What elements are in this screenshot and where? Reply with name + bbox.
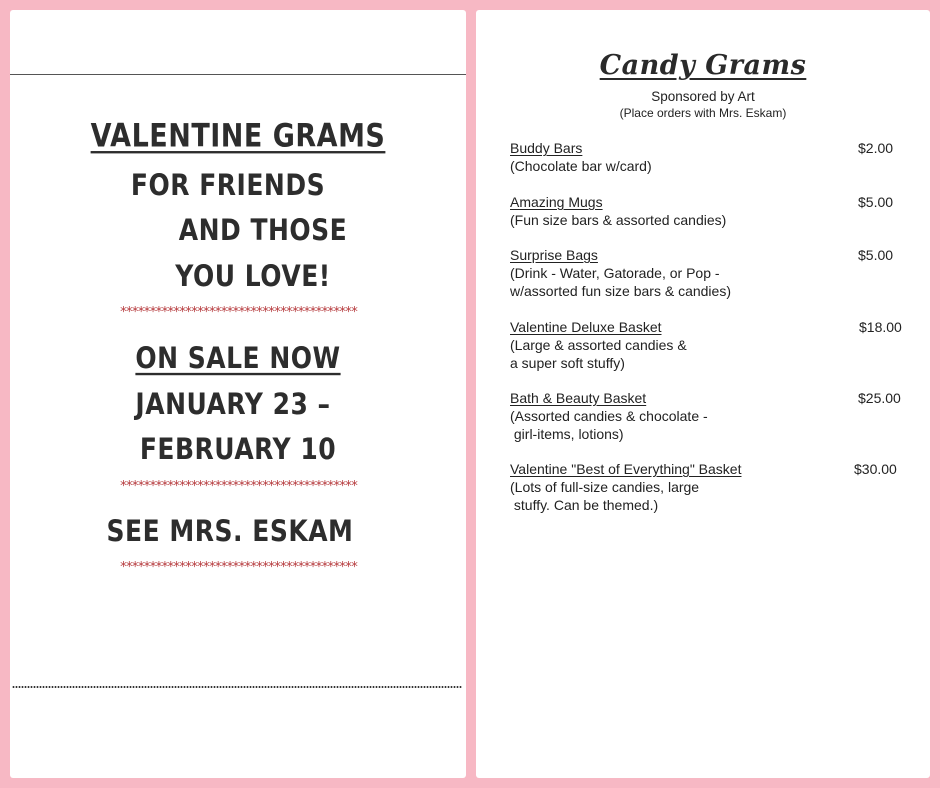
- item-name: Valentine "Best of Everything" Basket: [510, 461, 742, 477]
- menu-title-text: Candy Grams: [599, 50, 807, 81]
- item-description: (Fun size bars & assorted candies): [510, 212, 727, 228]
- orders-note: (Place orders with Mrs. Eskam): [619, 106, 787, 120]
- item-description: (Large & assorted candies & a super soft stuffy): [510, 337, 687, 371]
- menu-item: [510, 389, 910, 443]
- item-description: (Drink - Water, Gatorade, or Pop - w/assorted fun size bars & candies): [510, 265, 731, 299]
- item-description: (Lots of full-size candies, large stuffy. Can be themed.): [510, 479, 700, 513]
- star-divider-3: ****************************************: [119, 560, 357, 575]
- menu-item: [510, 193, 910, 229]
- menu-item: [510, 139, 910, 175]
- item-price: $5.00: [858, 194, 894, 210]
- menu-item: [510, 318, 910, 372]
- flyer-heading: VALENTINE GRAMS: [90, 118, 386, 155]
- item-name: Buddy Bars: [510, 140, 583, 156]
- star-divider-1: ****************************************: [119, 305, 357, 320]
- menu-item: [510, 460, 910, 514]
- item-price: $30.00: [854, 461, 897, 477]
- star-divider-2: ****************************************: [119, 479, 357, 494]
- contact-line: SEE MRS. ESKAM: [106, 514, 354, 549]
- sale-date-end: FEBRUARY 10: [139, 432, 337, 467]
- item-price: $25.00: [858, 390, 901, 406]
- sale-date-start: JANUARY 23 –: [135, 387, 331, 422]
- item-name: Valentine Deluxe Basket: [510, 319, 662, 335]
- item-name: Amazing Mugs: [510, 194, 603, 210]
- item-price: $18.00: [859, 319, 902, 335]
- flyer-line-friends: FOR FRIENDS: [130, 168, 326, 203]
- candy-grams-menu-page: [476, 10, 930, 778]
- menu-title: [476, 50, 930, 81]
- item-description: (Assorted candies & chocolate - girl-items, lotions): [510, 408, 708, 442]
- valentine-flyer-page: [10, 10, 466, 778]
- item-price: $2.00: [858, 140, 894, 156]
- flyer-line-love: YOU LOVE!: [175, 259, 331, 294]
- item-price: $5.00: [858, 247, 894, 263]
- item-description: (Chocolate bar w/card): [510, 158, 652, 174]
- sponsor-line: Sponsored by Art: [651, 89, 755, 104]
- item-name: Bath & Beauty Basket: [510, 390, 647, 406]
- sale-heading: ON SALE NOW: [135, 341, 341, 376]
- menu-item: [510, 246, 910, 300]
- dotted-cut-line: [12, 686, 462, 688]
- top-rule: [10, 74, 466, 75]
- item-name: Surprise Bags: [510, 247, 598, 263]
- flyer-line-those: AND THOSE: [178, 213, 348, 248]
